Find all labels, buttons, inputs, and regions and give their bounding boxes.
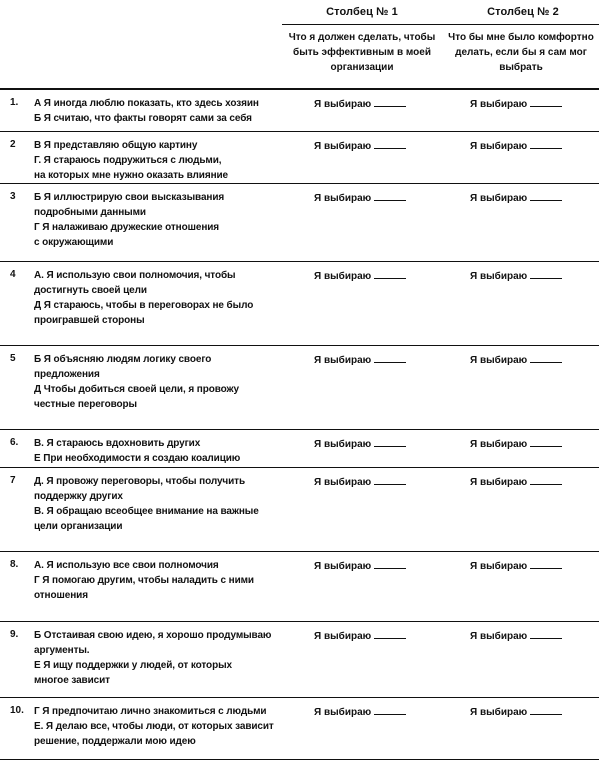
statement-line: на которых мне нужно оказать влияние [34,170,229,181]
statement-line: В Я представляю общую картину [34,140,198,151]
answer-blank[interactable] [374,191,406,201]
statement-list [34,352,284,412]
answer-blank[interactable] [530,559,562,569]
choice-label: Я выбираю [314,271,372,282]
row-number: 6. [10,437,19,448]
table-row [0,346,599,430]
statement-line: решение, поддержали мою идею [34,736,196,747]
column-1-choice [314,437,406,450]
answer-blank[interactable] [530,191,562,201]
statement-list [34,96,284,126]
column-2-choice [470,353,562,366]
column-2-choice [470,475,562,488]
column-1-choice [314,559,406,572]
column-2-choice [470,191,562,204]
column-1-title: Столбец № 1 [326,6,398,18]
table-row [0,90,599,132]
table-row [0,430,599,468]
statement-line: Г. Я стараюсь подружиться с людьми, [34,155,222,166]
statement-line: Г Я помогаю другим, чтобы наладить с ними [34,575,254,586]
choice-label: Я выбираю [470,271,528,282]
statement-line: честные переговоры [34,399,137,410]
choice-label: Я выбираю [470,477,528,488]
statement-line: отношения [34,590,88,601]
statement-line: подробными данными [34,207,146,218]
statement-list [34,474,284,534]
column-2-choice [470,629,562,642]
column-1-choice [314,97,406,110]
answer-blank[interactable] [374,353,406,363]
choice-label: Я выбираю [470,561,528,572]
statement-line: Е При необходимости я создаю коалицию [34,453,241,464]
column-1-choice [314,269,406,282]
choice-label: Я выбираю [470,355,528,366]
table-row [0,132,599,184]
choice-label: Я выбираю [470,439,528,450]
statement-list [34,558,284,603]
column-2-choice [470,559,562,572]
answer-blank[interactable] [530,475,562,485]
statement-line: многое зависит [34,675,110,686]
table-row [0,552,599,622]
choice-label: Я выбираю [314,561,372,572]
answer-blank[interactable] [374,139,406,149]
statement-line: Д Я стараюсь, чтобы в переговорах не было [34,300,254,311]
column-1-choice [314,629,406,642]
answer-blank[interactable] [530,269,562,279]
row-number: 3 [10,191,16,202]
choice-label: Я выбираю [314,141,372,152]
column-2-choice [470,437,562,450]
statement-line: Е Я ищу поддержки у людей, от которых [34,660,232,671]
answer-blank[interactable] [530,139,562,149]
statement-line: Г Я налаживаю дружеские отношения [34,222,220,233]
column-1-choice [314,353,406,366]
statement-list [34,628,284,688]
statement-line: А. Я использую свои полномочия, чтобы [34,270,236,281]
answer-blank[interactable] [374,705,406,715]
statement-line: проигравшей стороны [34,315,145,326]
statement-line: Б Я объясняю людям логику своего [34,354,212,365]
column-1-choice [314,475,406,488]
answer-blank[interactable] [530,97,562,107]
answer-blank[interactable] [530,353,562,363]
answer-blank[interactable] [374,437,406,447]
statement-line: В. Я стараюсь вдохновить других [34,438,201,449]
choice-label: Я выбираю [470,99,528,110]
statement-list [34,704,284,749]
choice-label: Я выбираю [314,99,372,110]
row-number: 4 [10,269,16,280]
row-number: 5 [10,353,16,364]
statement-line: поддержку других [34,491,123,502]
choice-label: Я выбираю [314,193,372,204]
statement-line: достигнуть своей цели [34,285,147,296]
choice-label: Я выбираю [470,631,528,642]
answer-blank[interactable] [374,559,406,569]
answer-blank[interactable] [374,629,406,639]
row-number: 9. [10,629,19,640]
choice-label: Я выбираю [470,707,528,718]
answer-blank[interactable] [530,629,562,639]
choice-label: Я выбираю [314,477,372,488]
statement-line: Д Чтобы добиться своей цели, я провожу [34,384,239,395]
choice-label: Я выбираю [314,631,372,642]
choice-label: Я выбираю [470,193,528,204]
answer-blank[interactable] [530,705,562,715]
answer-blank[interactable] [374,97,406,107]
choice-label: Я выбираю [314,355,372,366]
statement-line: Б Я считаю, что факты говорят сами за себя [34,113,252,124]
statement-line: Г Я предпочитаю лично знакомиться с людьми [34,706,267,717]
statement-list [34,436,284,466]
statement-line: Д. Я провожу переговоры, чтобы получить [34,476,246,487]
table-row [0,622,599,698]
column-2-title: Столбец № 2 [487,6,559,18]
column-1-choice [314,139,406,152]
row-number: 10. [10,705,24,716]
column-2-choice [470,97,562,110]
table-row [0,468,599,552]
column-2-choice [470,139,562,152]
choice-label: Я выбираю [314,707,372,718]
column-1-choice [314,191,406,204]
table-body [0,90,599,760]
statement-line: аргументы. [34,645,90,656]
row-number: 2 [10,139,16,150]
statement-list [34,190,284,250]
statement-list [34,138,284,183]
answer-blank[interactable] [530,437,562,447]
row-number: 7 [10,475,16,486]
statement-line: Б Отстаивая свою идею, я хорошо продумываю [34,630,272,641]
answer-blank[interactable] [374,475,406,485]
statement-line: Е. Я делаю все, чтобы люди, от которых зависит [34,721,274,732]
statement-line: Б Я иллюстрирую свои высказывания [34,192,225,203]
answer-blank[interactable] [374,269,406,279]
table-header [0,0,599,90]
column-2-choice [470,705,562,718]
statement-line: А Я иногда люблю показать, кто здесь хозяин [34,98,259,109]
statement-line: с окружающими [34,237,114,248]
statement-list [34,268,284,328]
column-2-description: Что бы мне было комфортно делать, если бы я сам мог выбрать [448,32,594,73]
table-row [0,698,599,760]
row-number: 1. [10,97,19,108]
statement-line: А. Я использую все свои полномочия [34,560,219,571]
choice-label: Я выбираю [470,141,528,152]
statement-line: цели организации [34,521,123,532]
table-row [0,262,599,346]
choice-label: Я выбираю [314,439,372,450]
statement-line: предложения [34,369,100,380]
table-row [0,184,599,262]
column-1-description: Что я должен сделать, чтобы быть эффективным в моей организации [288,32,436,73]
column-1-choice [314,705,406,718]
statement-line: В. Я обращаю всеобщее внимание на важные [34,506,259,517]
column-2-choice [470,269,562,282]
row-number: 8. [10,559,19,570]
